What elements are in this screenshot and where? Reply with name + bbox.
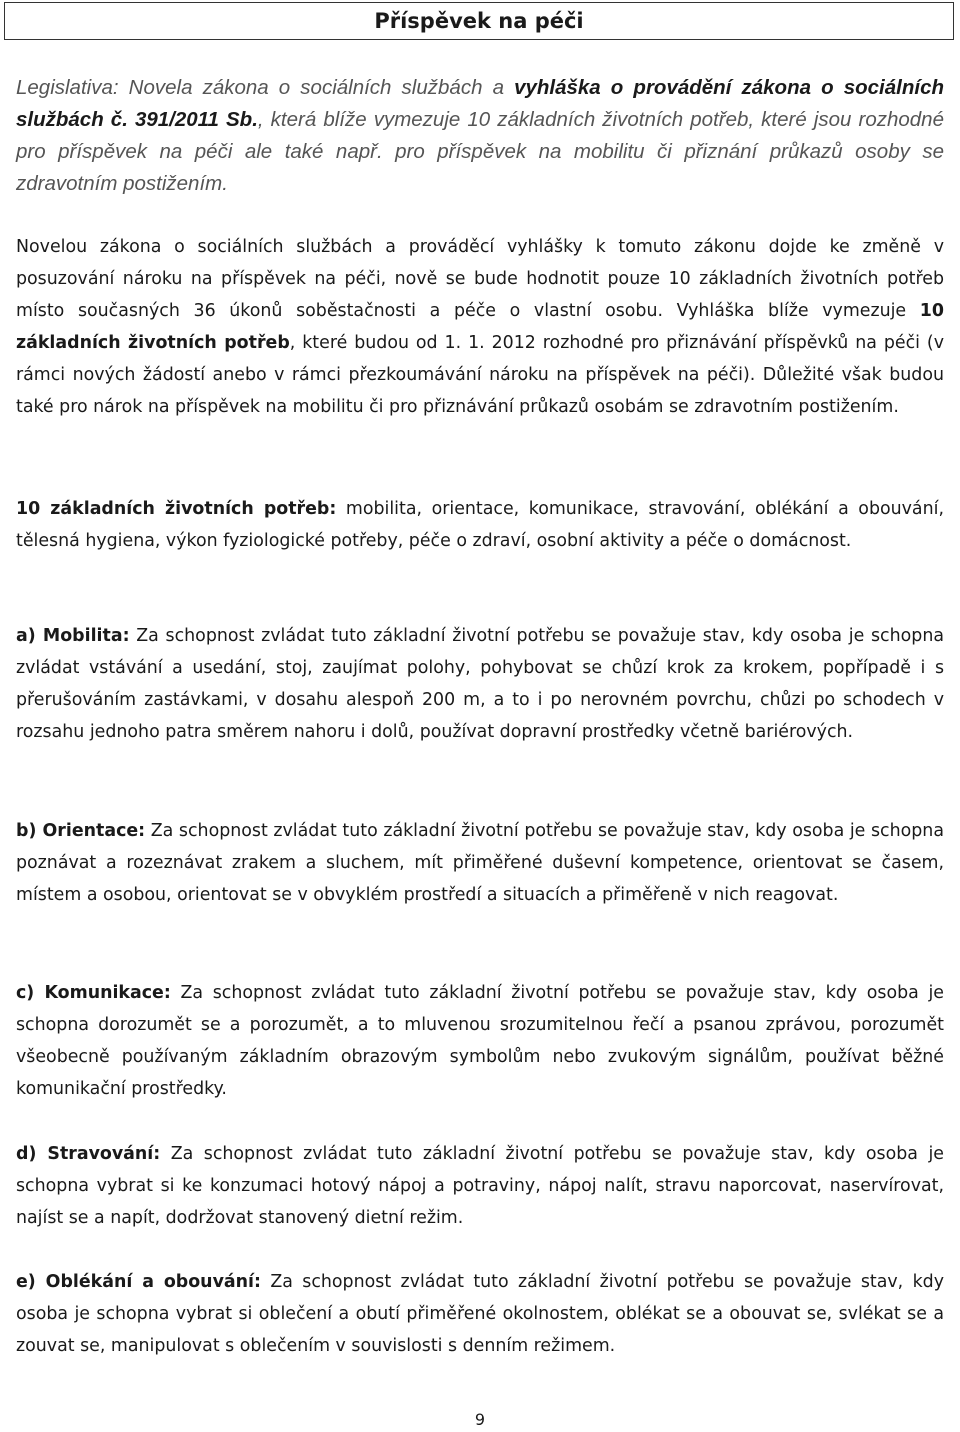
page-title-text: Příspěvek na péči — [374, 9, 584, 33]
page-title — [4, 2, 954, 40]
legislation-paragraph — [16, 72, 944, 200]
intro-text-3: Důležité však budou také pro nárok na příspěvek na mobilitu či pro přiznávání průkazů osobám se zdravotním postižením. — [16, 365, 944, 417]
intro-text-1: Novelou zákona o sociálních službách a prováděcí vyhlášky k tomuto zákonu dojde ke změně v posuzování nároku na příspěvek na péči, nově se bude hodnotit pouze 10 základních životních potřeb místo současných 36 úkonů soběstačnosti a péče o vlastní osobu. Vyhláška blíže vymezuje — [16, 237, 944, 321]
section-communication-text: Za schopnost zvládat tuto základní životní potřebu se považuje stav, kdy osoba je schopna dorozumět se a porozumět, a to mluvenou srozumitelnou řečí a psanou zprávou, porozumět všeobecně používaným základním obrazovým symbolům nebo zvukovým signálům, používat běžné komunikační prostředky. — [16, 983, 944, 1099]
section-communication — [16, 977, 944, 1105]
section-dressing — [16, 1266, 944, 1362]
section-eating-text: Za schopnost zvládat tuto základní životní potřebu se považuje stav, kdy osoba je schopna vybrat si ke konzumaci hotový nápoj a potraviny, nápoj nalít, stravu naporcovat, naservírovat, najíst se a napít, dodržovat stanovený dietní režim. — [16, 1144, 944, 1228]
intro-needs-highlight: 10 základních životních potřeb — [16, 301, 944, 353]
page-number: 9 — [474, 1410, 486, 1429]
section-eating — [16, 1138, 944, 1234]
section-communication-label: c) Komunikace: — [16, 983, 171, 1003]
section-dressing-text: Za schopnost zvládat tuto základní životní potřebu se považuje stav, kdy osoba je schopna vybrat si oblečení a obutí přiměřené okolnostem, oblékat se a obouvat se, svlékat se a zouvat se, manipulovat s oblečením v souvislosti s denním režimem. — [16, 1272, 944, 1356]
intro-paragraph — [16, 231, 944, 423]
legislation-text-1: Legislativa: Novela zákona o sociálních službách a — [16, 76, 515, 99]
section-mobility-label: a) Mobilita: — [16, 626, 130, 646]
needs-list-paragraph — [16, 493, 944, 557]
section-eating-label: d) Stravování: — [16, 1144, 161, 1164]
intro-text-2: , které budou od 1. 1. 2012 rozhodné pro přiznávání příspěvků na péči (v rámci nových žádostí anebo v rámci přezkoumávání nároku na příspěvek na péči). — [16, 333, 944, 385]
section-orientation-text: Za schopnost zvládat tuto základní životní potřebu se považuje stav, kdy osoba je schopna poznávat a rozeznávat zrakem a sluchem, mít přiměřené duševní kompetence, orientovat se časem, místem a osobou, orientovat se v obvyklém prostředí a situacích a přiměřeně v nich reagovat. — [16, 821, 944, 905]
section-mobility — [16, 620, 944, 748]
section-mobility-text: Za schopnost zvládat tuto základní životní potřebu se považuje stav, kdy osoba je schopna zvládat vstávání a usedání, stoj, zaujímat polohy, pohybovat se chůzí krok za krokem, popřípadě i s přerušováním zastávkami, v dosahu alespoň 200 m, a to i po nerovném povrchu, chůzi po schodech v rozsahu jednoho patra směrem nahoru i dolů, používat dopravní prostředky včetně bariérových. — [16, 626, 944, 742]
legislation-decree-reference: vyhláška o provádění zákona o sociálních službách č. 391/2011 Sb. — [16, 76, 944, 131]
needs-list-label: 10 základních životních potřeb: — [16, 499, 337, 519]
needs-list-text: mobilita, orientace, komunikace, stravování, oblékání a obouvání, tělesná hygiena, výkon fyziologické potřeby, péče o zdraví, osobní aktivity a péče o domácnost. — [16, 499, 944, 551]
legislation-text-2: , která blíže vymezuje 10 základních životních potřeb, které jsou rozhodné pro příspěvek na péči ale také např. pro příspěvek na mobilitu či přiznání průkazů osoby se zdravotním postižením. — [16, 108, 944, 195]
section-orientation-label: b) Orientace: — [16, 821, 146, 841]
section-dressing-label: e) Oblékání a obouvání: — [16, 1272, 261, 1292]
section-orientation — [16, 815, 944, 911]
